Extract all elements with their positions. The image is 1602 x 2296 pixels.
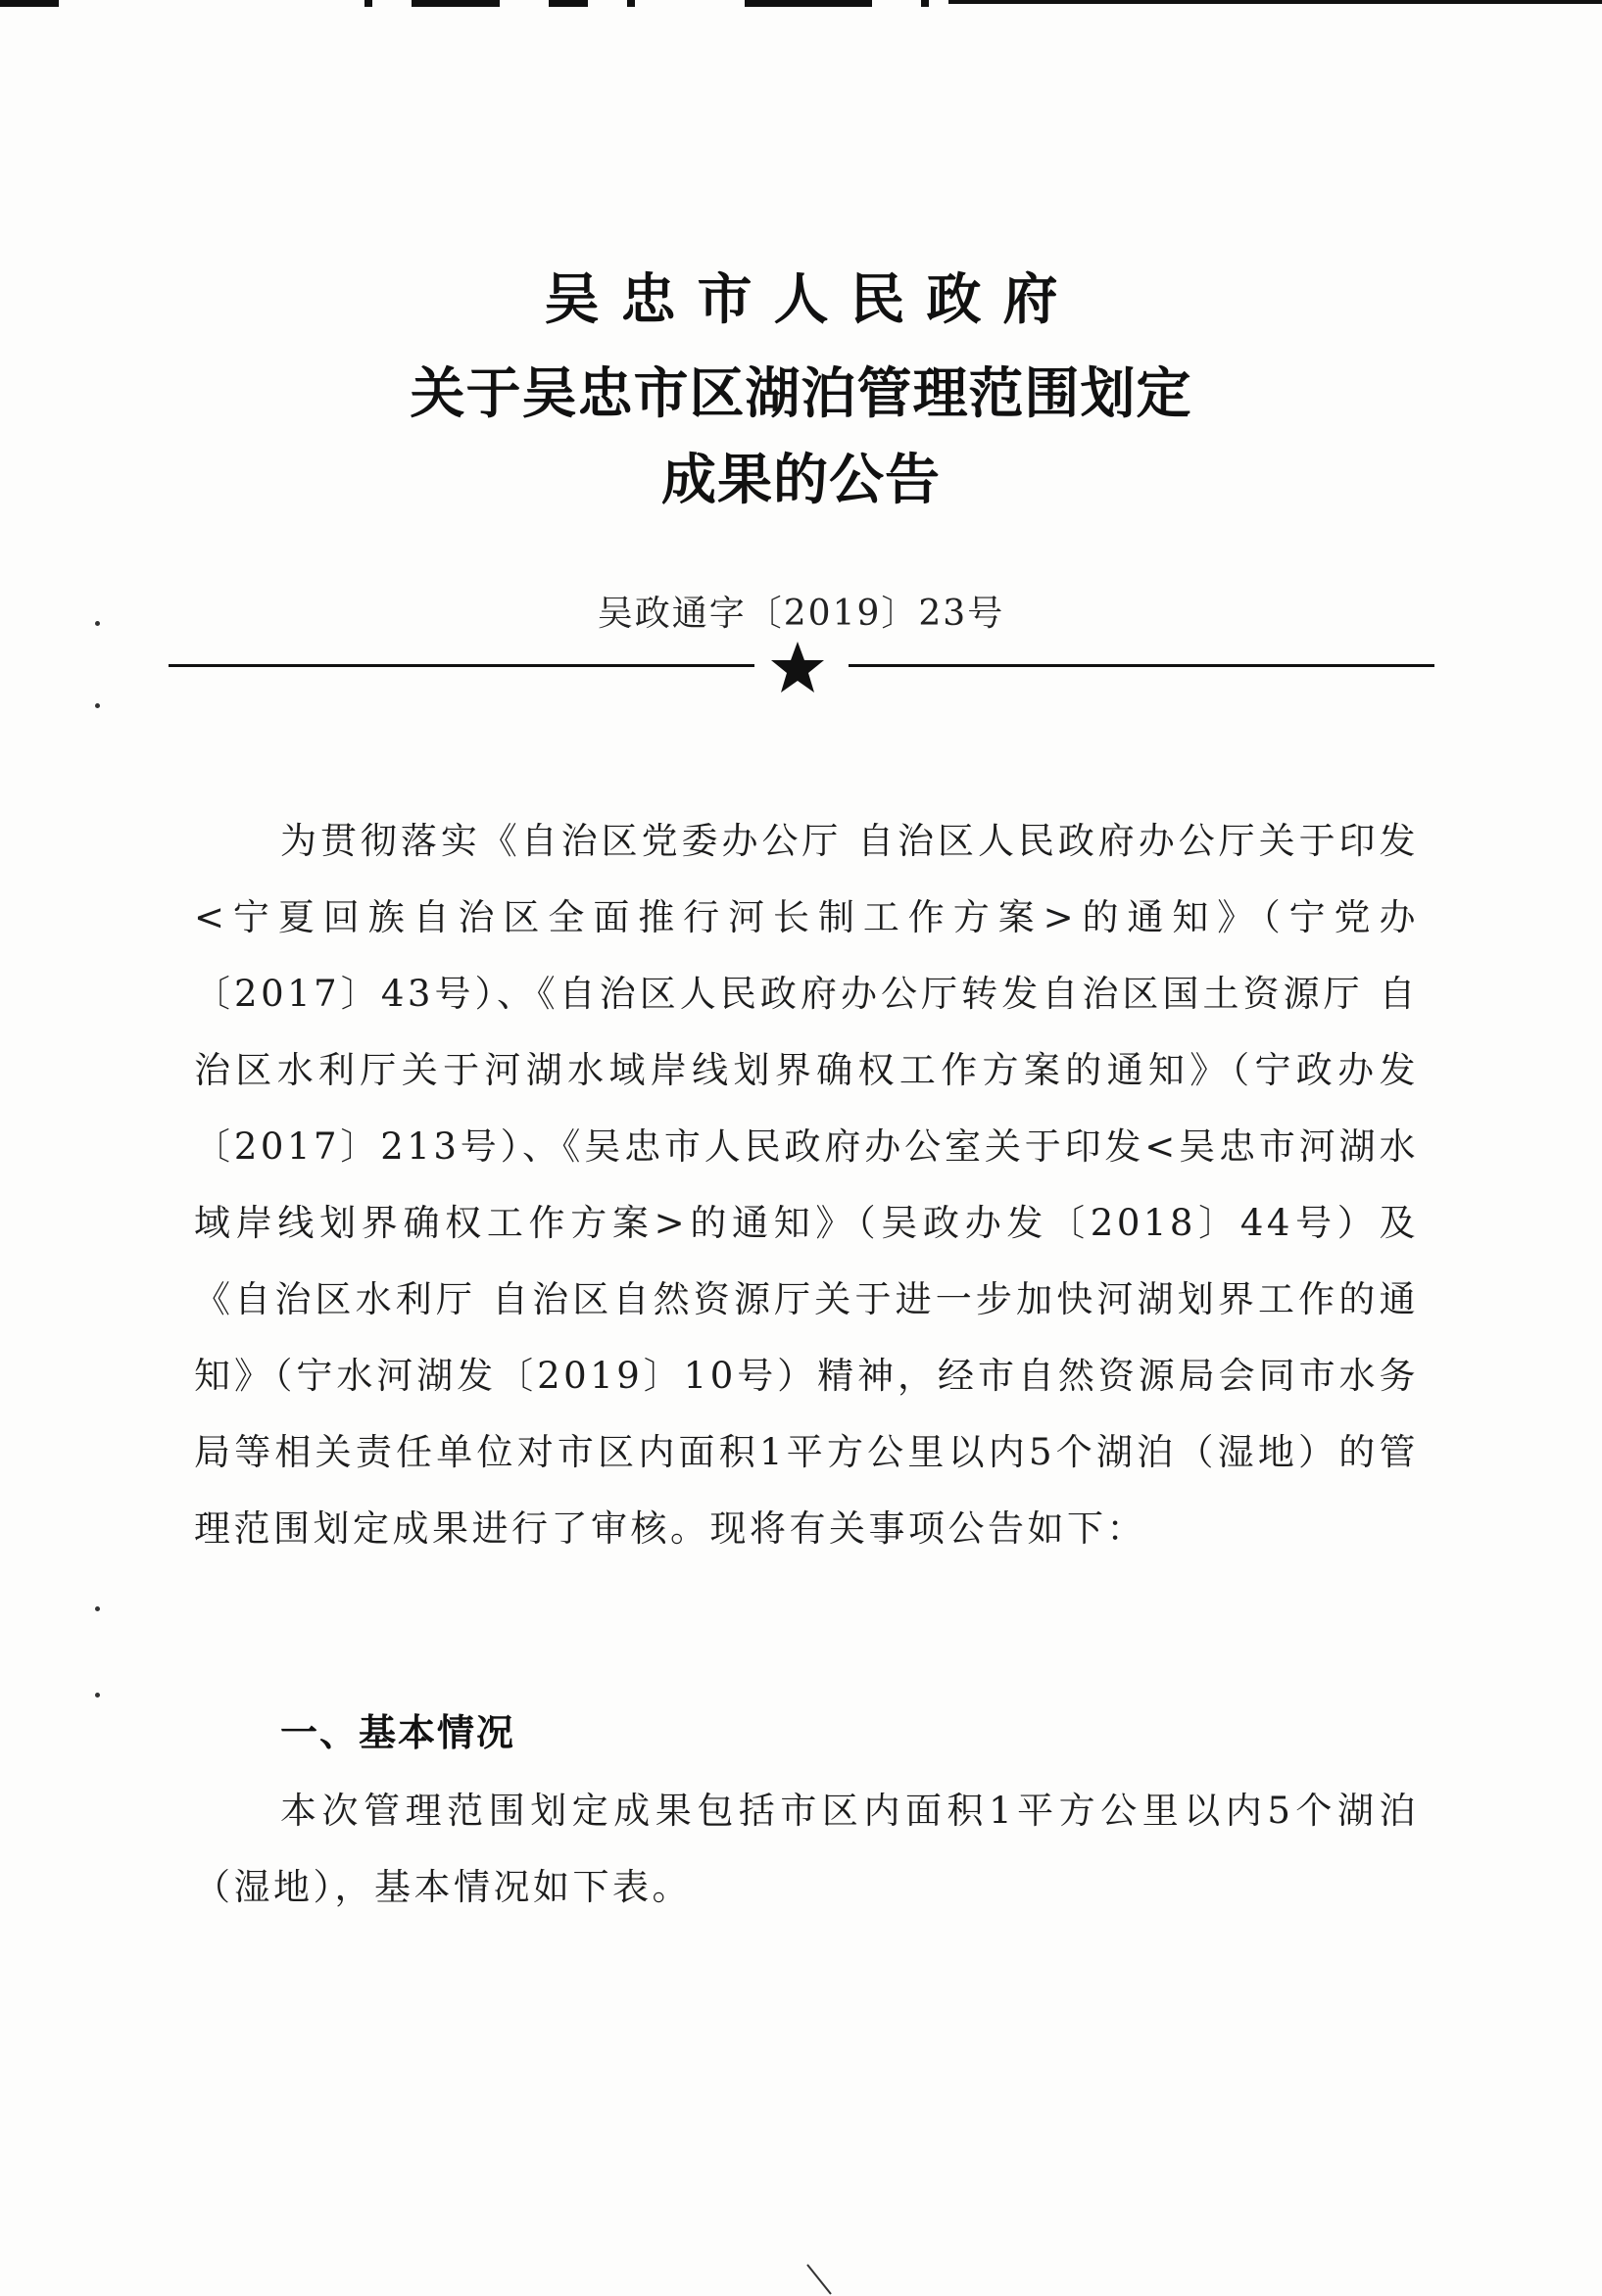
- scan-artifact: [549, 0, 588, 7]
- separator-rule-left: [169, 664, 754, 667]
- scan-artifact: [801, 2263, 841, 2296]
- scan-artifact: [364, 0, 372, 7]
- document-title-line-1: 吴忠市人民政府: [544, 268, 1080, 332]
- section-heading-basic-info: 一、基本情况: [280, 1711, 516, 1754]
- scan-top-edge: [0, 0, 1602, 10]
- document-title-line-2: 关于吴忠市区湖泊管理范围划定: [410, 362, 1192, 426]
- binding-hole-mark: [95, 703, 100, 708]
- scan-artifact: [948, 0, 1602, 4]
- binding-hole-mark: [95, 621, 100, 626]
- scan-artifact: [921, 0, 929, 7]
- document-number: 吴政通字〔2019〕23号: [597, 594, 1005, 634]
- binding-hole-mark: [95, 1693, 100, 1698]
- intro-paragraph: 为贯彻落实《自治区党委办公厅 自治区人民政府办公厅关于印发<宁夏回族自治区全面推行河长制工作方案>的通知》（宁党办〔2017〕43号）、《自治区人民政府办公厅转发自治区国土资源厅 自治区水利厅关于河湖水域岸线划界确权工作方案的通知》（宁政办发〔2017〕213号）、《吴忠市人民政府办公室关于印发<吴忠市河湖水域岸线划界确权工作方案>的通知》（吴政办发〔2018〕44号）及《自治区水利厅 自治区自然资源厅关于进一步加快河湖划界工作的通知》（宁水河湖发〔2019〕10号）精神，经市自然资源局会同市水务局等相关责任单位对市区内面积1平方公里以内5个湖泊（湿地）的管理范围划定成果进行了审核。现将有关事项公告如下：: [194, 820, 1419, 1550]
- section-1-paragraph: 本次管理范围划定成果包括市区内面积1平方公里以内5个湖泊（湿地），基本情况如下表。: [194, 1790, 1419, 1908]
- scan-artifact: [627, 0, 635, 7]
- scan-artifact: [745, 0, 872, 7]
- document-title-line-3: 成果的公告: [661, 449, 941, 512]
- binding-hole-mark: [95, 1606, 100, 1611]
- scan-artifact: [0, 0, 59, 7]
- star-icon: [768, 639, 827, 697]
- scan-artifact: [412, 0, 500, 7]
- separator-rule-right: [849, 664, 1434, 667]
